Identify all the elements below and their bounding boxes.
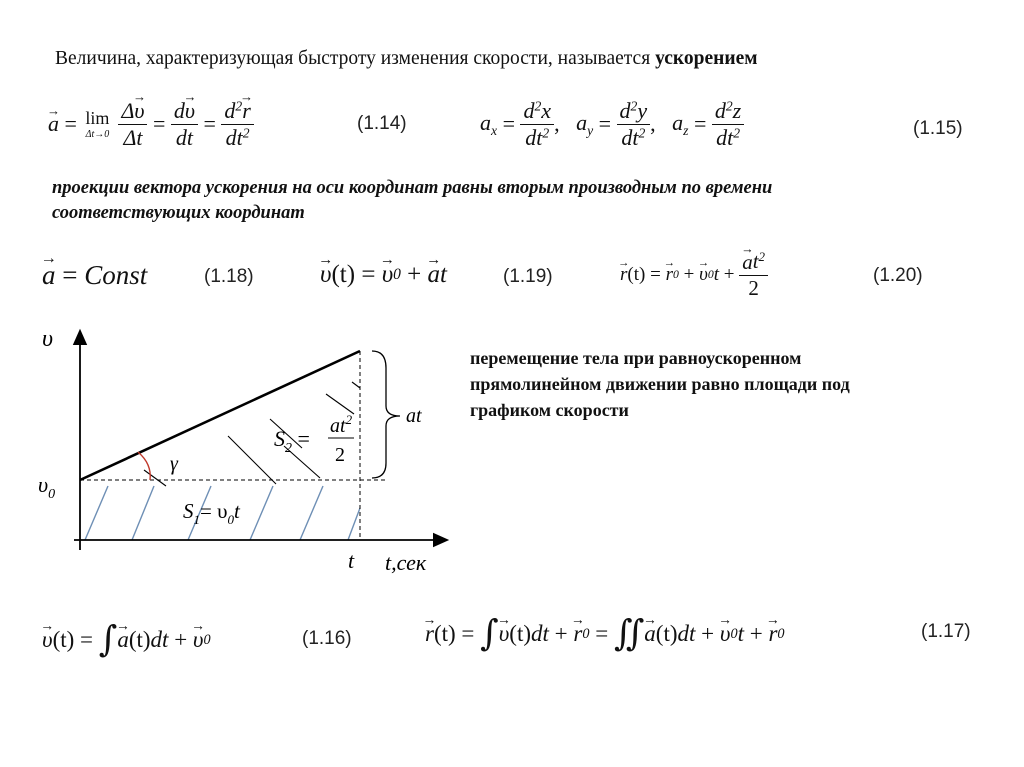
formula-1-16: → υ (t) = ∫ → a (t) dt + → υ 0 <box>42 618 211 662</box>
y-axis-label: υ <box>42 326 54 352</box>
equation-number-1-16: (1.16) <box>302 628 352 649</box>
t-axis-label: t,сек <box>385 550 427 575</box>
equation-number-1-17: (1.17) <box>921 621 971 642</box>
equation-number-1-15: (1.15) <box>913 118 963 139</box>
heading-prefix: Величина, характеризующая быстроту изменения скорости, называется <box>55 48 656 69</box>
formula-1-14: → a = lim Δt→0 $\frac{\Delta\to \upsilon}{\Delta t}$ = $\frac{d\to \upsilon}{dt}$ = $\frac{d^2\to r}{dt^2}$ <box>48 92 254 156</box>
formula-1-15: $a_x$ = $\frac{d^2x}{dt^2}$ , $a_y$ = $\frac{d^2y}{dt^2}$ , $a_z$ = $\frac{d^2z}{dt^2}$ <box>480 92 744 156</box>
at-brace <box>372 351 400 478</box>
projection-note <box>52 176 772 226</box>
gamma-label: γ <box>170 453 178 475</box>
formula-1-17: → r (t) = ∫ → υ (t) dt + → r 0 = ∬ → a (t) dt + → υ 0 t + → r 0 <box>425 612 785 656</box>
formula-1-20: → r (t) = → r 0 + → υ 0 t + → $\frac{at^2}{2}$ <box>620 243 768 307</box>
area-note-line-3: графиком скорости <box>470 400 629 420</box>
area-note <box>470 345 850 423</box>
s2-label: $S_2$ = <box>274 426 310 456</box>
t-label: t <box>348 548 355 573</box>
formula-1-18: → a = Const <box>42 255 147 295</box>
gamma-angle-arc <box>138 452 150 480</box>
equation-number-1-20: (1.20) <box>873 265 923 286</box>
heading-text <box>55 48 758 70</box>
heading-emphasis: ускорением <box>655 48 758 69</box>
projection-note-line-2: соответствующих координат <box>52 203 305 223</box>
s2-denominator: 2 <box>335 444 345 466</box>
s1-label: $S_1= \upsilon_0t$ <box>183 499 240 527</box>
equation-number-1-19: (1.19) <box>503 266 553 287</box>
projection-note-line-1: проекции вектора ускорения на оси координат равны вторым производным по времени <box>52 178 773 198</box>
s2-numerator: $at^2$ <box>330 412 353 437</box>
equation-number-1-14: (1.14) <box>357 113 407 134</box>
at-label: at <box>406 405 422 427</box>
formula-1-19: → υ (t) = → υ 0 + → a t <box>320 255 447 295</box>
v0-label: $\upsilon_0$ <box>38 472 56 502</box>
area-note-line-1: перемещение тела при равноускоренном <box>470 348 802 368</box>
equation-number-1-18: (1.18) <box>204 266 254 287</box>
velocity-time-graph <box>30 318 450 580</box>
velocity-line <box>80 351 360 480</box>
area-note-line-2: прямолинейном движении равно площади под <box>470 374 850 394</box>
